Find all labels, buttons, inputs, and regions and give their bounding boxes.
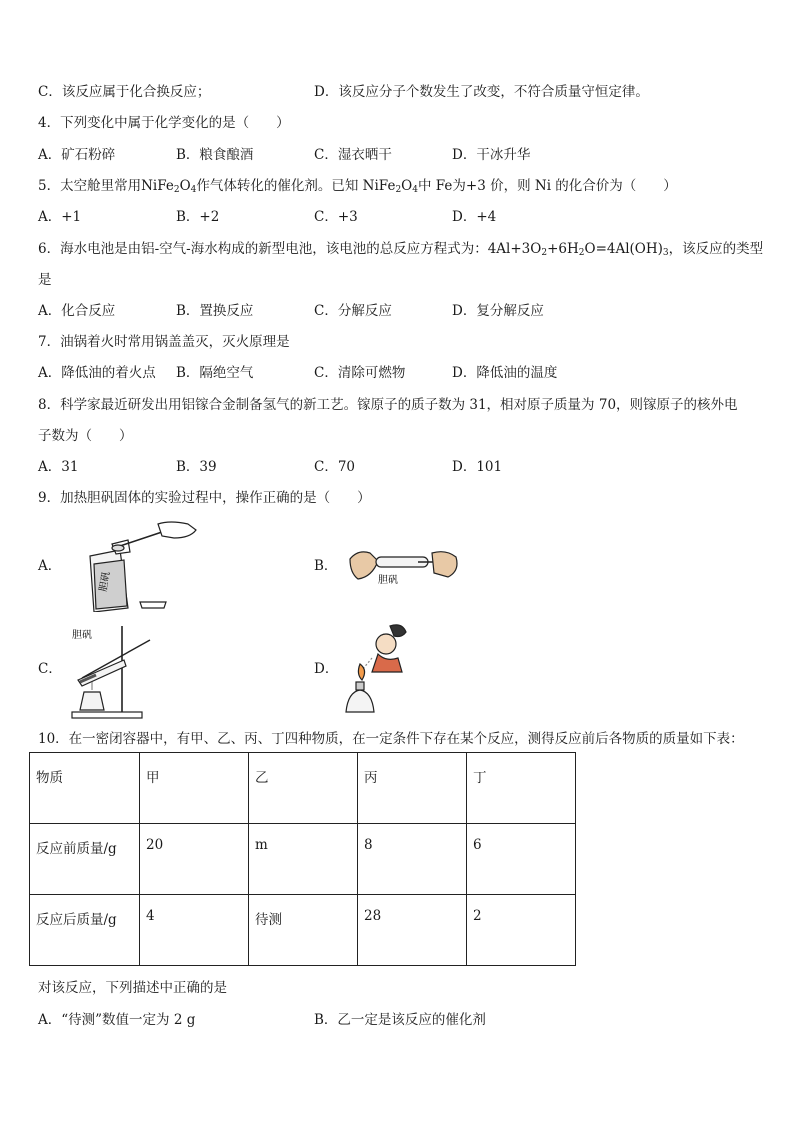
figure-b-label: 胆矾 [378,575,398,586]
table-cell: 乙 [249,753,358,824]
figure-c-label: 胆矾 [72,630,92,641]
figure-d-blowing-alcohol-lamp [342,620,414,718]
q5-stem: 5．太空舱里常用$NiFe_2O_4$作气体转化的催化剂。已知 $NiFe_2O_4$中 Fe为+3 价，则 Ni 的化合价为（ ） [38,178,677,195]
q10-after-text: 对该反应，下列描述中正确的是 [38,980,227,996]
q8-option-d: D．101 [452,459,503,475]
q3-option-c: C．该反应属于化合换反应； [38,84,211,100]
q9-label-b: B． [314,558,338,574]
table-cell: 2 [467,895,576,966]
table-header-row [30,753,576,824]
q10-option-a: A．“待测”数值一定为 2 g [38,1012,196,1028]
q6-stem-line2: 是 [38,272,52,288]
q6-option-c: C．分解反应 [314,303,392,319]
q7-stem: 7．油锅着火时常用锅盖盖灭，灭火原理是 [38,334,290,350]
q6-option-b: B．置换反应 [176,303,254,319]
q9-stem: 9．加热胆矾固体的实验过程中，操作正确的是（ ） [38,490,371,506]
q10-option-b: B．乙一定是该反应的催化剂 [314,1012,486,1028]
q3-option-d: D．该反应分子个数发生了改变，不符合质量守恒定律。 [314,84,649,100]
table-row [30,824,576,895]
figure-a-label: 胆矾 [98,570,113,593]
table-cell: 6 [467,824,576,895]
q8-stem-line1: 8．科学家最近研发出用铝镓合金制备氢气的新工艺。镓原子的质子数为 31，相对原子质量为 70，则镓原子的核外电 [38,397,738,413]
q4-stem: 4．下列变化中属于化学变化的是（ ） [38,115,290,131]
table-cell: m [249,824,358,895]
q9-label-a: A． [38,558,62,574]
q10-stem: 10．在一密闭容器中，有甲、乙、丙、丁四种物质，在一定条件下存在某个反应，测得反应前后各物质的质量如下表： [38,731,744,747]
table-cell: 待测 [249,895,358,966]
q6-option-a: A．化合反应 [38,303,116,319]
q6-stem-line1: 6．海水电池是由铝-空气-海水构成的新型电池，该电池的总反应方程式为：$4Al+3O_2+6H_2O=4Al(OH)_3$，该反应的类型 [38,241,764,258]
q9-label-d: D． [314,661,339,677]
q5-option-b: B．+2 [176,209,220,225]
q5-option-a: A．+1 [38,209,82,225]
q7-option-a: A．降低油的着火点 [38,365,156,381]
q5-option-c: C．+3 [314,209,358,225]
table-cell: 物质 [30,753,140,824]
figure-a-spatula-into-bottle [70,520,200,612]
table-cell: 反应后质量/g [30,895,140,966]
table-cell: 丙 [358,753,467,824]
q4-option-a: A．矿石粉碎 [38,147,116,163]
q6-option-d: D．复分解反应 [452,303,544,319]
table-cell: 4 [140,895,249,966]
q9-label-c: C． [38,661,62,677]
table-cell: 反应前质量/g [30,824,140,895]
q8-option-a: A．31 [38,459,79,475]
q4-option-b: B．粮食酿酒 [176,147,254,163]
q4-option-d: D．干冰升华 [452,147,531,163]
q8-stem-line2: 子数为（ ） [38,428,133,444]
figure-b-tube-handling [348,545,460,590]
table-cell: 28 [358,895,467,966]
q8-option-c: C．70 [314,459,356,475]
table-cell: 20 [140,824,249,895]
figure-c-tube-on-stand [62,620,158,720]
table-row [30,895,576,966]
table-cell: 8 [358,824,467,895]
q7-option-b: B．隔绝空气 [176,365,254,381]
q4-option-c: C．湿衣晒干 [314,147,392,163]
q7-option-d: D．降低油的温度 [452,365,558,381]
table-cell: 丁 [467,753,576,824]
q5-option-d: D．+4 [452,209,497,225]
q7-option-c: C．清除可燃物 [314,365,406,381]
q8-option-b: B．39 [176,459,217,475]
mass-table [29,752,576,966]
table-cell: 甲 [140,753,249,824]
